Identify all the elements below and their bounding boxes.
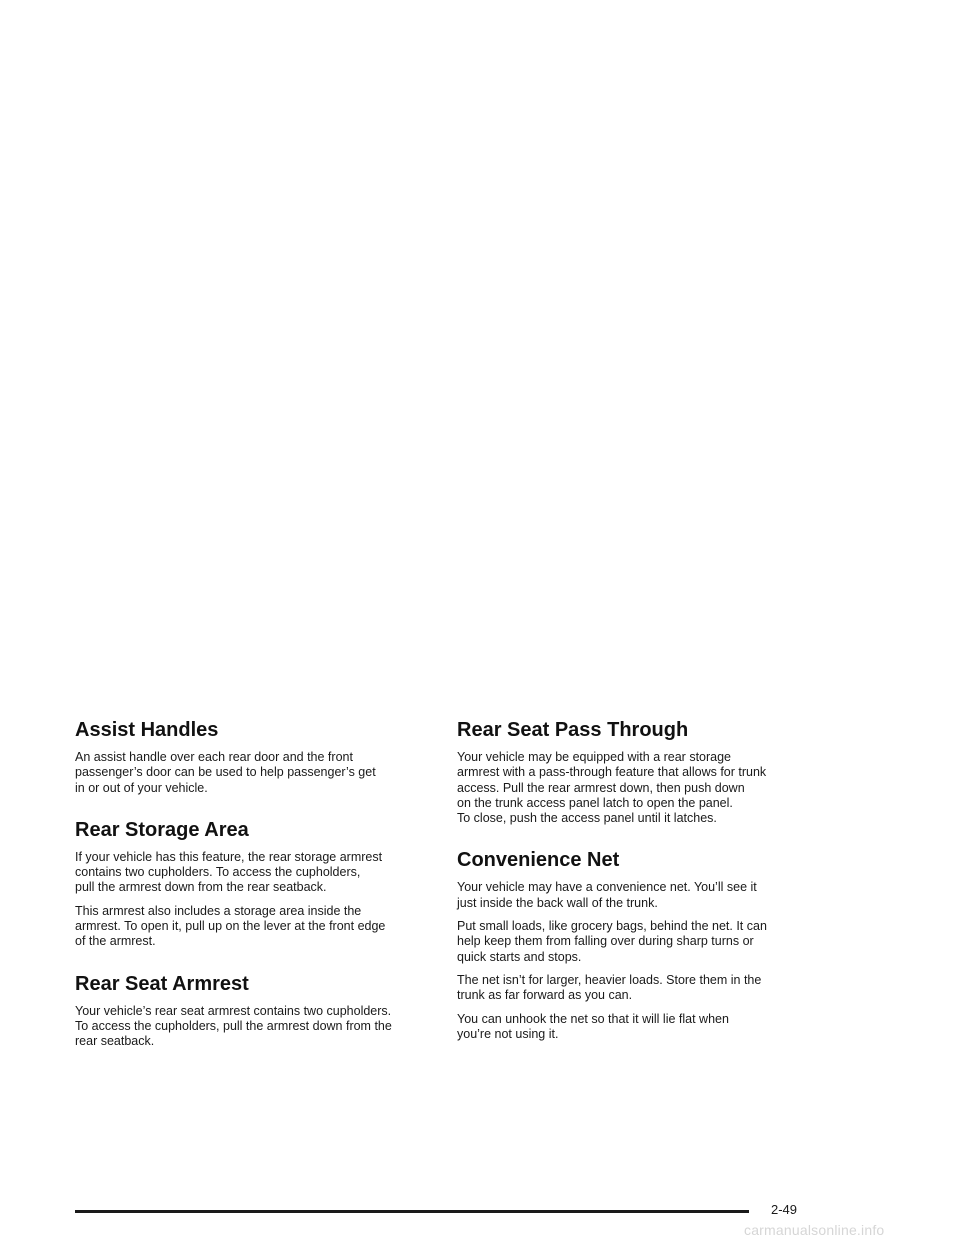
section-convenience-net <box>457 848 829 1042</box>
paragraph: Your vehicle may have a convenience net. You’ll see it just inside the back wall of the trunk. <box>457 880 757 910</box>
paragraph: Your vehicle’s rear seat armrest contains two cupholders. To access the cupholders, pull the armrest down from the rear seatback. <box>75 1003 392 1049</box>
heading-rear-storage-area: Rear Storage Area <box>75 818 249 841</box>
left-column <box>75 718 441 1058</box>
section-rear-seat-pass-through <box>457 718 829 826</box>
paragraph: This armrest also includes a storage area inside the armrest. To open it, pull up on the lever at the front edge of the armrest. <box>75 903 386 949</box>
page-number: 2-49 <box>771 1202 798 1217</box>
section-rear-seat-armrest <box>75 972 441 1050</box>
paragraph: Put small loads, like grocery bags, behind the net. It can help keep them from falling over during sharp turns or quick starts and stops. <box>457 919 767 964</box>
paragraph: An assist handle over each rear door and the front passenger’s door can be used to help passenger’s get in or out of your vehicle. <box>75 750 376 795</box>
paragraph: Your vehicle may be equipped with a rear storage armrest with a pass-through feature that allows for trunk access. Pull the rear armrest down, then push down on the trunk access panel latch to open the panel. To close, push the access panel until it latches. <box>457 750 767 826</box>
right-column <box>457 718 829 1050</box>
heading-assist-handles: Assist Handles <box>75 719 219 741</box>
paragraph: If your vehicle has this feature, the rear storage armrest contains two cupholders. To access the cupholders, pull the armrest down from the rear seatback. <box>75 849 383 895</box>
heading-convenience-net: Convenience Net <box>457 849 620 872</box>
section-rear-storage-area <box>75 818 441 950</box>
paragraph: You can unhook the net so that it will lie flat when you’re not using it. <box>457 1011 729 1041</box>
heading-rear-seat-pass-through: Rear Seat Pass Through <box>457 719 689 741</box>
watermark: carmanualsonline.info <box>744 1222 885 1238</box>
paragraph: The net isn’t for larger, heavier loads. Store them in the trunk as far forward as you can. <box>457 972 762 1003</box>
heading-rear-seat-armrest: Rear Seat Armrest <box>75 972 249 995</box>
section-assist-handles <box>75 718 441 796</box>
footer-rule <box>75 1210 749 1213</box>
